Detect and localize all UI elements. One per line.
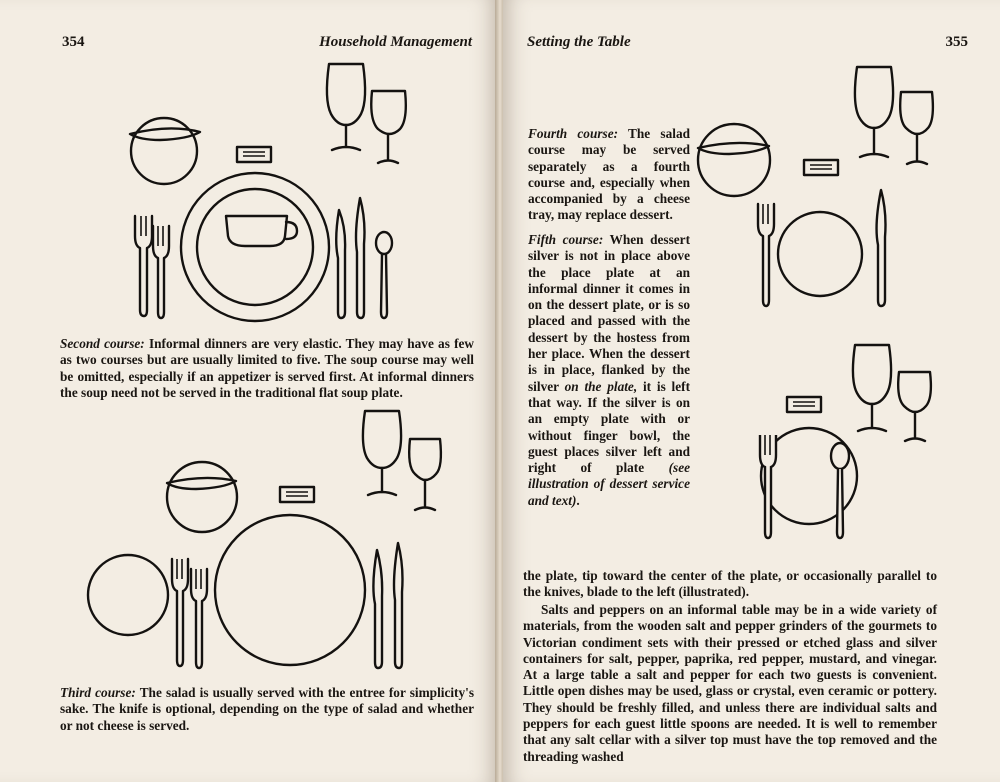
page-number-right: 355 [945,34,968,50]
knife-icon [394,543,403,668]
fourth-course-lead: Fourth course: [528,126,619,141]
left-page [0,0,497,782]
continuation-paragraph: the plate, tip toward the center of the plate, or occasionally parallel to the knives, blade to the left (illustrated). [523,568,937,600]
page-number-left: 354 [62,34,85,50]
dessert-spoon-icon [831,443,849,538]
fourth-course-text: The salad course may be served separately as a fourth course and, especially when accompanied by a cheese tray, may replace dessert. [528,126,690,223]
running-head-right: Setting the Table [527,34,631,50]
wine-glass-icon [898,372,931,441]
salad-plate-icon [88,555,168,635]
place-card-icon [787,397,821,412]
place-setting-salad-entree-illustration [0,0,497,782]
fifth-course-text-b: it is left that way. If the silver is on an empty plate with or without finger bowl, the guest places silver left and right of plate [528,378,691,476]
water-goblet-icon [363,411,401,495]
place-card-icon [280,487,314,502]
wine-glass-icon [409,439,441,510]
fork-icon [191,569,207,668]
knife-icon [373,550,382,668]
salts-paragraph: Salts and peppers on an informal table may be in a wide variety of materials, from the wooden salt and pepper grinders of the gourmets to Victorian condiment sets with their pressed or etched glass and silver containers for salt, pepper, paprika, red pepper, mustard, and vinegar. At a large table a salt and pepper for each two guests is convenient. Little open dishes may be used, glass or crystal, even ceramic or pottery. They should be freshly filled, and unless there are individual salts and peppers for each guest little spoons are needed. It is well to remember that any salt cellar with a silver top must have the top removed and the threading washed [523,602,937,764]
fifth-course-italic-a: on the plate, [564,378,638,394]
dinner-plate-icon [215,515,365,665]
third-course-text: The salad is usually served with the entree for simplicity's sake. The knife is optional, depending on the type of salad and whether or not cheese is served. [60,685,475,733]
third-course-lead: Third course: [60,685,136,700]
fork-icon [172,559,188,666]
fifth-course-lead: Fifth course: [528,232,604,247]
third-course-paragraph [60,685,474,734]
fifth-course-text-c: . [576,492,580,508]
fifth-course-italic-b: (see illustration of dessert service and text) [528,460,690,508]
bread-plate-with-butter-knife [167,462,237,532]
right-page [503,0,1000,782]
second-course-lead: Second course: [60,336,145,351]
second-course-text: Informal dinners are very elastic. They may have as few as two courses but are usually limited to five. The soup course may well be omitted, especially if an appetizer is served first. At informal dinners the soup need not be served in the traditional flat soup plate. [60,336,475,400]
water-goblet-icon [853,345,891,431]
running-head-left: Household Management [319,34,472,50]
fifth-course-text-a: When dessert silver is not in place above the place plate at an informal dinner it comes in on the dessert plate, or is so placed and passed with the dessert by the hostess from her place. When the dessert is in place, flanked by the silver [528,232,690,394]
